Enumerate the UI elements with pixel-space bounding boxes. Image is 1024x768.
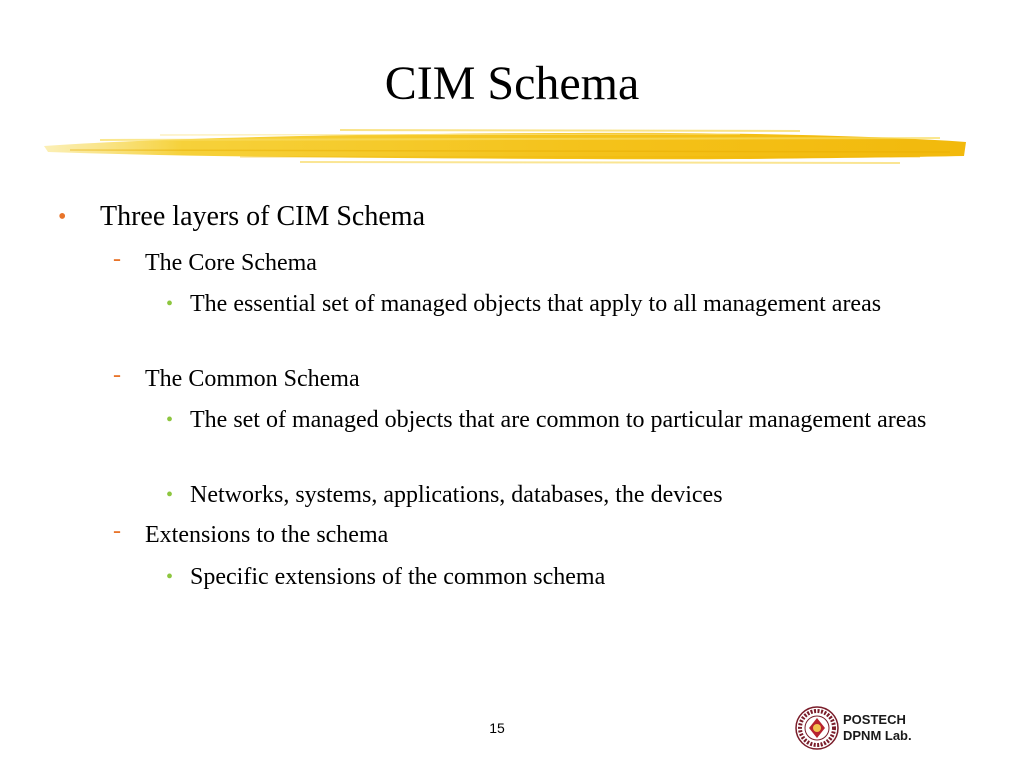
- bullet-dot-icon: •: [166, 409, 174, 431]
- dash-bullet-icon: -: [113, 246, 121, 272]
- lab-name-line1: POSTECH: [843, 712, 906, 727]
- list-item-extensions-detail: [166, 560, 960, 594]
- list-item-text: Networks, systems, applications, databases, the devices: [190, 482, 723, 508]
- list-item-common-detail-1: [166, 403, 960, 437]
- lab-name: [843, 712, 912, 744]
- list-item-text: The set of managed objects that are common to particular management areas: [190, 407, 927, 433]
- bullet-dot-icon: •: [166, 293, 174, 315]
- lab-name-line2: DPNM Lab.: [843, 728, 912, 743]
- page-number: 15: [489, 720, 505, 736]
- list-item-text: The essential set of managed objects that apply to all management areas: [190, 291, 882, 317]
- list-item-text: The Common Schema: [145, 366, 360, 392]
- slide-title: CIM Schema: [384, 57, 640, 110]
- postech-seal-icon: [795, 706, 839, 750]
- list-item-core-schema: [113, 246, 317, 277]
- list-item-text: Specific extensions of the common schema: [190, 564, 606, 590]
- list-item-text: Extensions to the schema: [145, 522, 389, 548]
- dash-bullet-icon: -: [113, 518, 121, 544]
- bullet-dot-icon: •: [166, 566, 174, 588]
- list-item-level1: [58, 201, 425, 233]
- list-item-text: The Core Schema: [145, 250, 317, 276]
- list-item-text: Three layers of CIM Schema: [100, 201, 425, 232]
- bullet-dot-icon: •: [58, 204, 67, 230]
- list-item-common-schema: [113, 362, 360, 393]
- list-item-extensions: [113, 518, 389, 549]
- list-item-common-detail-2: [166, 478, 960, 512]
- dash-bullet-icon: -: [113, 362, 121, 388]
- bullet-dot-icon: •: [166, 484, 174, 506]
- list-item-core-detail: [166, 287, 960, 321]
